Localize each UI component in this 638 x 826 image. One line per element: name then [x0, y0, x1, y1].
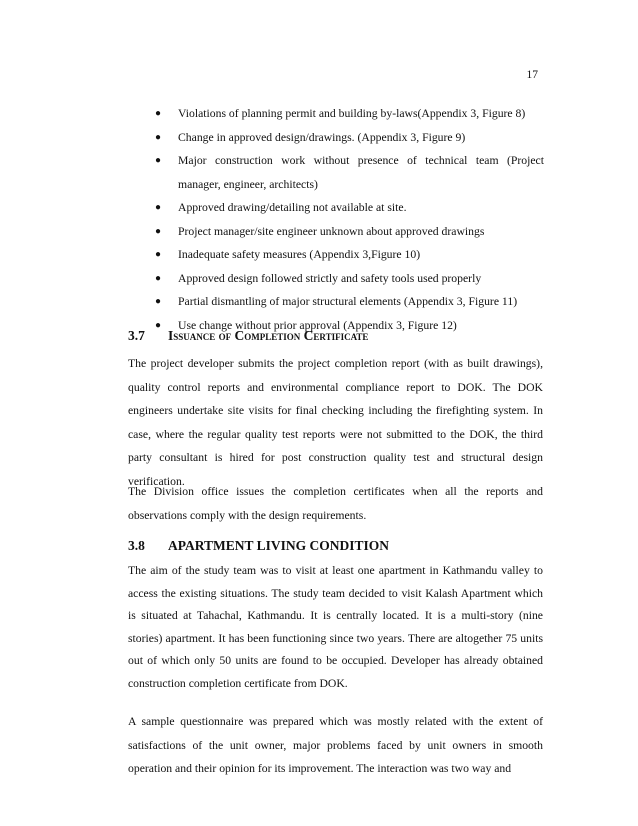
list-item [152, 220, 544, 244]
bullet-dot-icon: ● [155, 296, 162, 307]
paragraph-division-office: The Division office issues the completion certificates when all the reports and observations comply with the design requirements. [128, 485, 543, 522]
bullet-dot-icon: ● [155, 225, 162, 237]
list-item [152, 267, 544, 291]
section-number: 3.8 [128, 538, 145, 553]
list-item [152, 290, 544, 314]
bullet-list [152, 102, 544, 337]
paragraph-study-team: The aim of the study team was to visit at least one apartment in Kathmandu valley to access the existing situations. The study team decided to visit Kalash Apartment which is situated at Tahachal, Kathmandu. It is centrally located. It is a multi-story (nine stories) apartment. It has been functioning since two years. There are altogether 75 units out of which only 50 units are found to be occupied. Developer has already obtained construction completion certificate from DOK. [128, 564, 543, 690]
section-title: APARTMENT LIVING CONDITION [168, 538, 390, 553]
bullet-dot-icon: ● [155, 131, 162, 143]
bullet-dot-icon: ● [155, 272, 162, 284]
list-item-text: Violations of planning permit and building by-laws(Appendix 3, Figure 8) [178, 107, 526, 120]
list-item-text: Approved design followed strictly and safety tools used properly [178, 271, 482, 285]
list-item [152, 102, 544, 126]
section-title: Issuance of Completion Certificate [168, 328, 369, 343]
section-number: 3.7 [128, 328, 145, 343]
list-item [152, 196, 544, 220]
bullet-dot-icon: ● [155, 108, 162, 119]
list-item-text: Inadequate safety measures (Appendix 3,Figure 10) [178, 248, 421, 261]
list-item-text: Use change without prior approval (Appendix 3, Figure 12) [178, 318, 457, 332]
list-item [152, 126, 544, 150]
list-item [152, 149, 544, 196]
bullet-dot-icon: ● [155, 319, 162, 331]
section-heading-3-8 [128, 537, 389, 555]
paragraph-completion-report: The project developer submits the project completion report (with as built drawings), quality control reports and environmental compliance report to DOK. The DOK engineers undertake site visits for final checking including the firefighting system. In case, where the regular quality test reports were not submitted to the DOK, the third party consultant is hired for post construction quality test and structural design verification. [128, 357, 543, 488]
list-item-text: Project manager/site engineer unknown about approved drawings [178, 224, 485, 238]
list-item-text: Major construction work without presence of technical team (Project manager, engineer, architects) [178, 154, 544, 191]
bullet-dot-icon: ● [155, 202, 162, 213]
bullet-dot-icon: ● [155, 155, 162, 166]
bullet-dot-icon: ● [155, 249, 162, 260]
list-item-text: Approved drawing/detailing not available at site. [178, 201, 407, 214]
paragraph-questionnaire: A sample questionnaire was prepared which was mostly related with the extent of satisfactions of the unit owner, major problems faced by unit owners in smooth operation and their opinion for its improvement. The interaction was two way and [128, 715, 543, 776]
list-item-text: Partial dismantling of major structural elements (Appendix 3, Figure 11) [178, 295, 518, 308]
list-item-text: Change in approved design/drawings. (Appendix 3, Figure 9) [178, 130, 466, 144]
page-number: 17 [526, 69, 538, 81]
list-item [152, 243, 544, 267]
section-heading-3-7 [128, 327, 368, 345]
